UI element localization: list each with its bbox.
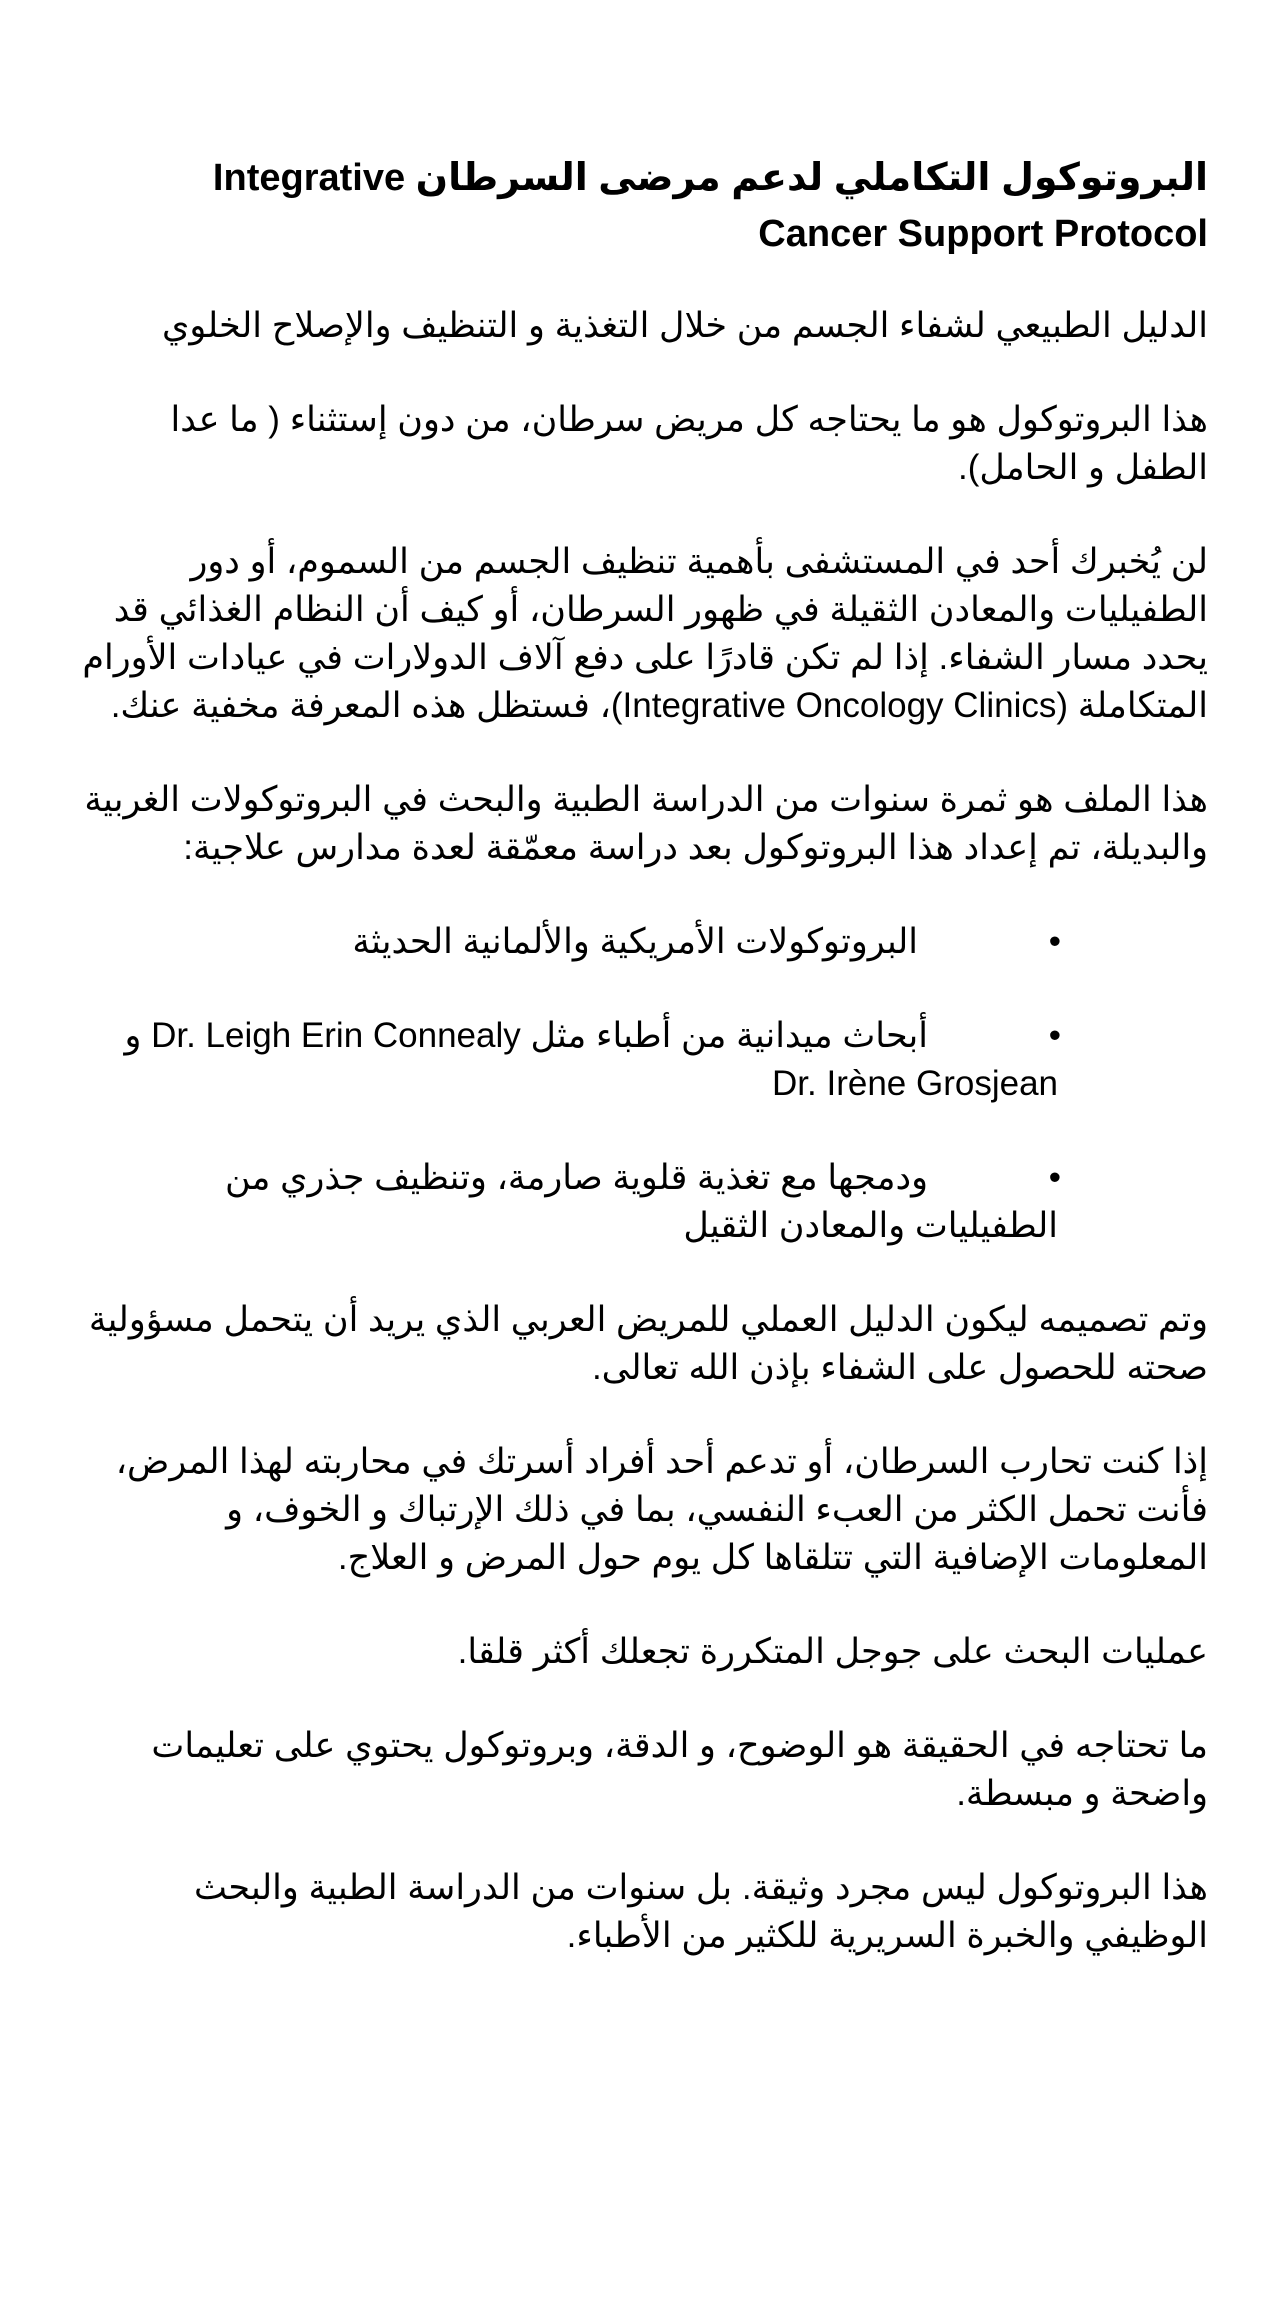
paragraph-design: وتم تصميمه ليكون الدليل العملي للمريض العربي الذي يريد أن يتحمل مسؤولية صحته للحصول على الشفاء بإذن الله تعالى. — [88, 1300, 1208, 1387]
bullet-text: ودمجها مع تغذية قلوية صارمة، وتنظيف جذري من الطفيليات والمعادن الثقيل — [225, 1158, 1058, 1245]
bullet-icon: • — [1048, 1016, 1061, 1055]
bullet-item — [80, 1012, 1208, 1108]
paragraph-clarity: ما تحتاجه في الحقيقة هو الوضوح، و الدقة، وبروتوكول يحتوي على تعليمات واضحة و مبسطة. — [151, 1726, 1208, 1813]
bullet-icon: • — [1048, 922, 1061, 961]
bullet-text: البروتوكولات الأمريكية والألمانية الحديثة — [352, 922, 918, 961]
bullet-item — [80, 918, 1208, 966]
document-title: البروتوكول التكاملي لدعم مرضى السرطان Integrative Cancer Support Protocol — [212, 157, 1208, 255]
paragraph-intro: هذا البروتوكول هو ما يحتاجه كل مريض سرطان، من دون إستثناء ( ما عدا الطفل و الحامل). — [170, 400, 1208, 487]
document-page — [80, 150, 1208, 2006]
bullet-item — [80, 1154, 1208, 1250]
paragraph-not-document: هذا البروتوكول ليس مجرد وثيقة. بل سنوات من الدراسة الطبية والبحث الوظيفي والخبرة السريرية للكثير من الأطباء. — [194, 1868, 1208, 1955]
paragraph-burden: إذا كنت تحارب السرطان، أو تدعم أحد أفراد أسرتك في محاربته لهذا المرض، فأنت تحمل الكثر من العبء النفسي، بما في ذلك الإرتباك و الخوف، و المعلومات الإضافية التي تتلقاها كل يوم حول المرض و العلاج. — [115, 1442, 1208, 1577]
paragraph-file-origin: هذا الملف هو ثمرة سنوات من الدراسة الطبية والبحث في البروتوكولات الغربية والبديلة، تم إعداد هذا البروتوكول بعد دراسة معمّقة لعدة مدارس علاجية: — [84, 780, 1208, 867]
bullet-icon: • — [1048, 1158, 1061, 1197]
bullet-text: أبحاث ميدانية من أطباء مثل Dr. Leigh Erin Connealy و Dr. Irène Grosjean — [124, 1016, 1058, 1103]
document-subtitle: الدليل الطبيعي لشفاء الجسم من خلال التغذية و التنظيف والإصلاح الخلوي — [161, 306, 1208, 345]
paragraph-hospital: لن يُخبرك أحد في المستشفى بأهمية تنظيف الجسم من السموم، أو دور الطفيليات والمعادن الثقيلة في ظهور السرطان، أو كيف أن النظام الغذائي قد يحدد مسار الشفاء. إذا لم تكن قادرًا على دفع آلاف الدولارات في عيادات الأورام المتكاملة (Integrative Oncology Clinics)، فستظل هذه المعرفة مخفية عنك. — [82, 542, 1208, 725]
paragraph-google: عمليات البحث على جوجل المتكررة تجعلك أكثر قلقا. — [457, 1632, 1208, 1671]
